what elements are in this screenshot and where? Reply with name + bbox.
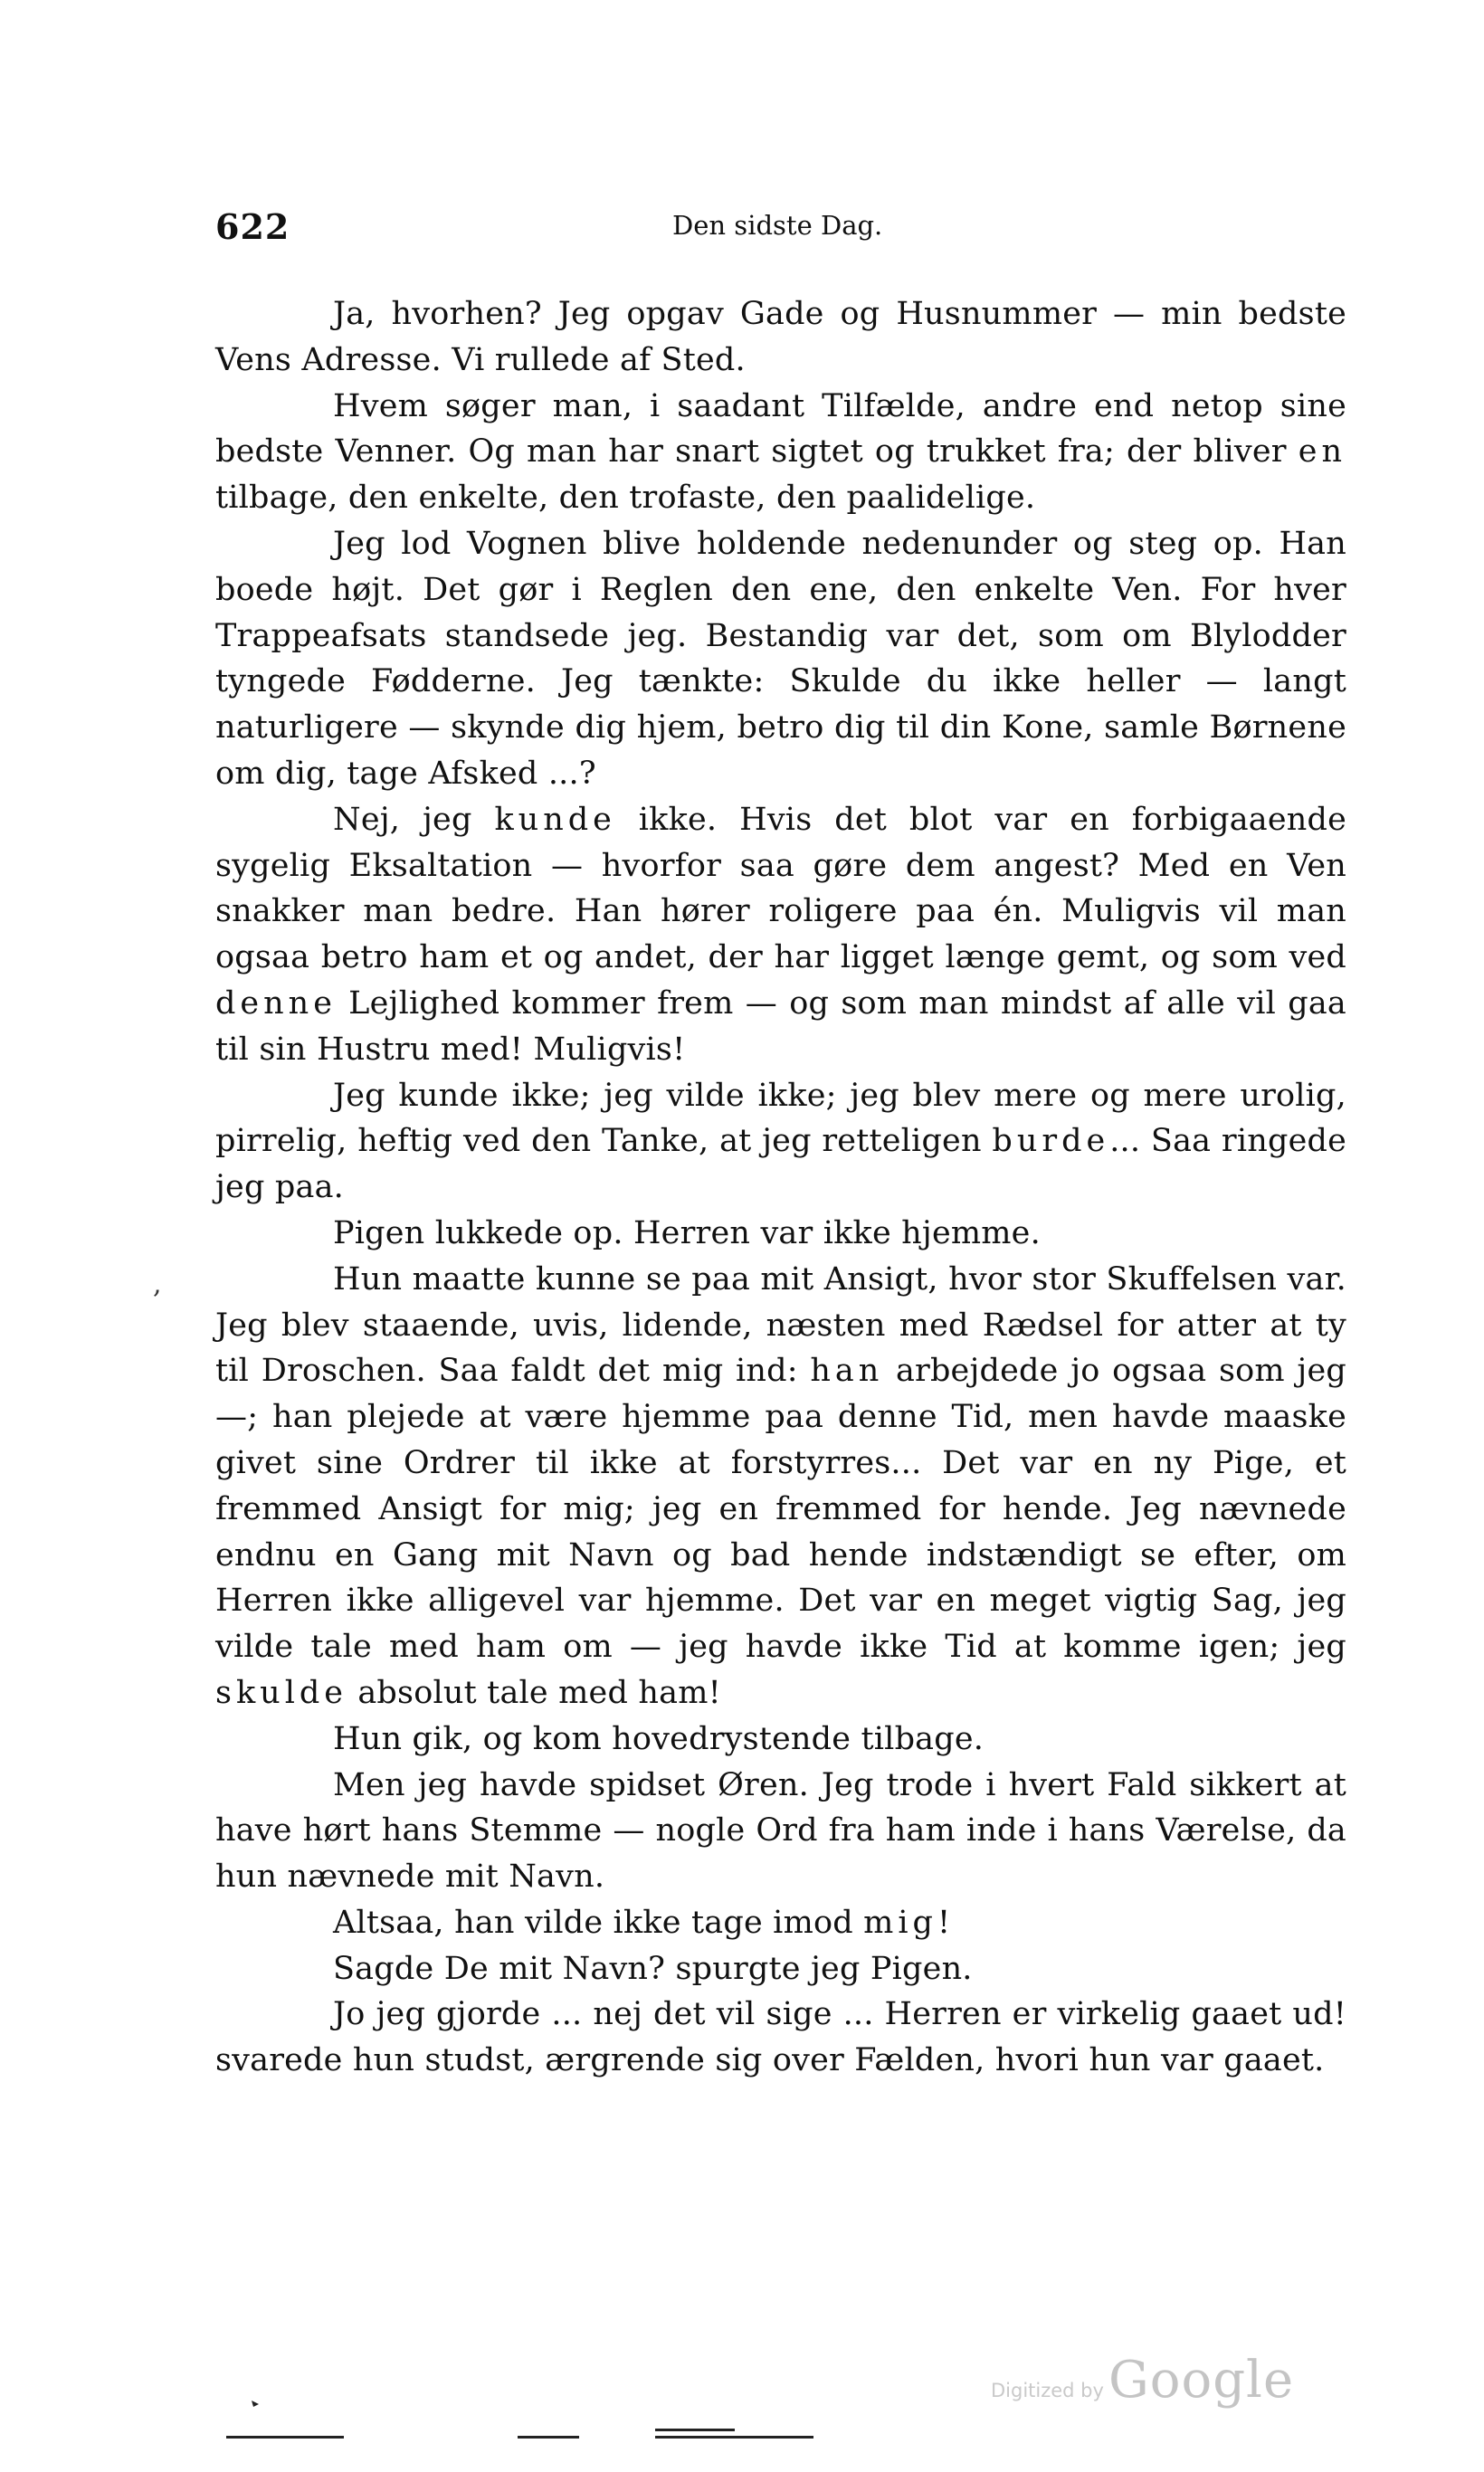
page-header (215, 206, 1346, 252)
emphasized-word: skulde (215, 1674, 348, 1711)
scan-line (655, 2429, 735, 2431)
margin-mark: , (153, 1269, 162, 1300)
paragraph (215, 384, 1346, 521)
emphasized-word: han (810, 1353, 884, 1390)
text-run: Sagde De mit Navn? spurgte jeg Pigen. (333, 1950, 973, 1987)
text-run: tilbage, den enkelte, den trofaste, den paalidelige. (215, 480, 1036, 517)
paragraph (215, 291, 1346, 384)
text-run: ! (937, 1904, 951, 1941)
paragraph (215, 1900, 1346, 1946)
page-number: 622 (215, 206, 290, 247)
paragraph (215, 1211, 1346, 1257)
paragraph (215, 521, 1346, 797)
digitized-watermark (991, 2351, 1295, 2410)
text-run: absolut tale med ham! (347, 1674, 721, 1711)
emphasized-word: mig (863, 1904, 937, 1941)
text-run: Altsaa, han vilde ikke tage imod (333, 1904, 864, 1941)
body-text (215, 291, 1346, 2084)
paragraph (215, 1073, 1346, 1211)
running-title: Den sidste Dag. (672, 210, 883, 241)
emphasized-word: en (1298, 433, 1346, 471)
emphasized-word: denne (215, 984, 337, 1022)
text-run: Pigen lukkede op. Herren var ikke hjemme. (333, 1214, 1041, 1251)
scan-line (226, 2436, 344, 2439)
paragraph (215, 1992, 1346, 2084)
scan-speck (252, 2401, 259, 2407)
text-run: Hun gik, og kom hovedrystende tilbage. (333, 1720, 985, 1757)
text-run: arbejdede jo ogsaa som jeg —; han plejede at være hjemme paa denne Tid, men havde maaske givet sine Ordrer til ikke at forstyrres... Det var en ny Pige, et fremmed Ansigt for mig; jeg en fremmed for hende. Jeg nævnede endnu en Gang mit Navn og bad hende indstændigt se efter, om Herren ikke alligevel var hjemme. Det var en meget vigtig Sag, jeg vilde tale med ham om — jeg havde ikke Tid at komme igen; jeg (215, 1353, 1346, 1666)
paragraph (215, 1257, 1346, 1716)
text-run: Hvem søger man, i saadant Tilfælde, andre end netop sine bedste Venner. Og man har snart sigtet og trukket fra; der bliver (215, 387, 1346, 471)
text-run: ... Saa ringede jeg paa. (215, 1123, 1347, 1206)
text-run: Ja, hvorhen? Jeg opgav Gade og Husnummer — min bedste Vens Adresse. Vi rullede af Sted. (215, 296, 1346, 378)
text-run: Jeg lod Vognen blive holdende nedenunder og steg op. Han boede højt. Det gør i Reglen den ene, den enkelte Ven. For hver Trappeafsats standsede jeg. Bestandig var det, som om Blylodder tyngede Fødderne. Jeg tænkte: Skulde du ikke heller — langt naturligere — skynde dig hjem, betro dig til din Kone, samle Børnene om dig, tage Afsked ...? (215, 525, 1346, 792)
paragraph (215, 1716, 1346, 1763)
emphasized-word: kunde (494, 801, 616, 838)
scan-line (655, 2436, 813, 2439)
text-run: Men jeg havde spidset Øren. Jeg trode i hvert Fald sikkert at have hørt hans Stemme — nogle Ord fra ham inde i hans Værelse, da hun nævnede mit Navn. (215, 1766, 1346, 1896)
paragraph (215, 1763, 1346, 1900)
text-run: Nej, jeg (333, 801, 495, 838)
text-run: Jo jeg gjorde ... nej det vil sige ... Herren er virkelig gaaet ud! svarede hun studst, ærgrende sig over Fælden, hvori hun var gaaet. (215, 1996, 1346, 2079)
text-run: Jeg kunde ikke; jeg vilde ikke; jeg blev mere og mere urolig, pirrelig, heftig ved den Tanke, at jeg retteligen (215, 1077, 1346, 1160)
text-run: Lejlighed kommer frem — og som man mindst af alle vil gaa til sin Hustru med! Muligvis! (215, 984, 1346, 1068)
paragraph (215, 797, 1346, 1073)
watermark-prefix: Digitized by (991, 2380, 1104, 2401)
scan-line (518, 2436, 579, 2439)
google-logo: Google (1108, 2351, 1295, 2410)
text-run: Hun maatte kunne se paa mit Ansigt, hvor stor Skuffelsen var. Jeg blev staaende, uvis, lidende, næsten med Rædsel for atter at ty til Droschen. Saa faldt det mig ind: (215, 1260, 1346, 1390)
paragraph (215, 1946, 1346, 1992)
emphasized-word: burde (992, 1123, 1110, 1160)
text-run: ikke. Hvis det blot var en forbigaaende sygelig Eksaltation — hvorfor saa gøre dem angest? Med en Ven snakker man bedre. Han hører roligere paa én. Muligvis vil man ogsaa betro ham et og andet, der har ligget længe gemt, og som ved (215, 801, 1347, 976)
